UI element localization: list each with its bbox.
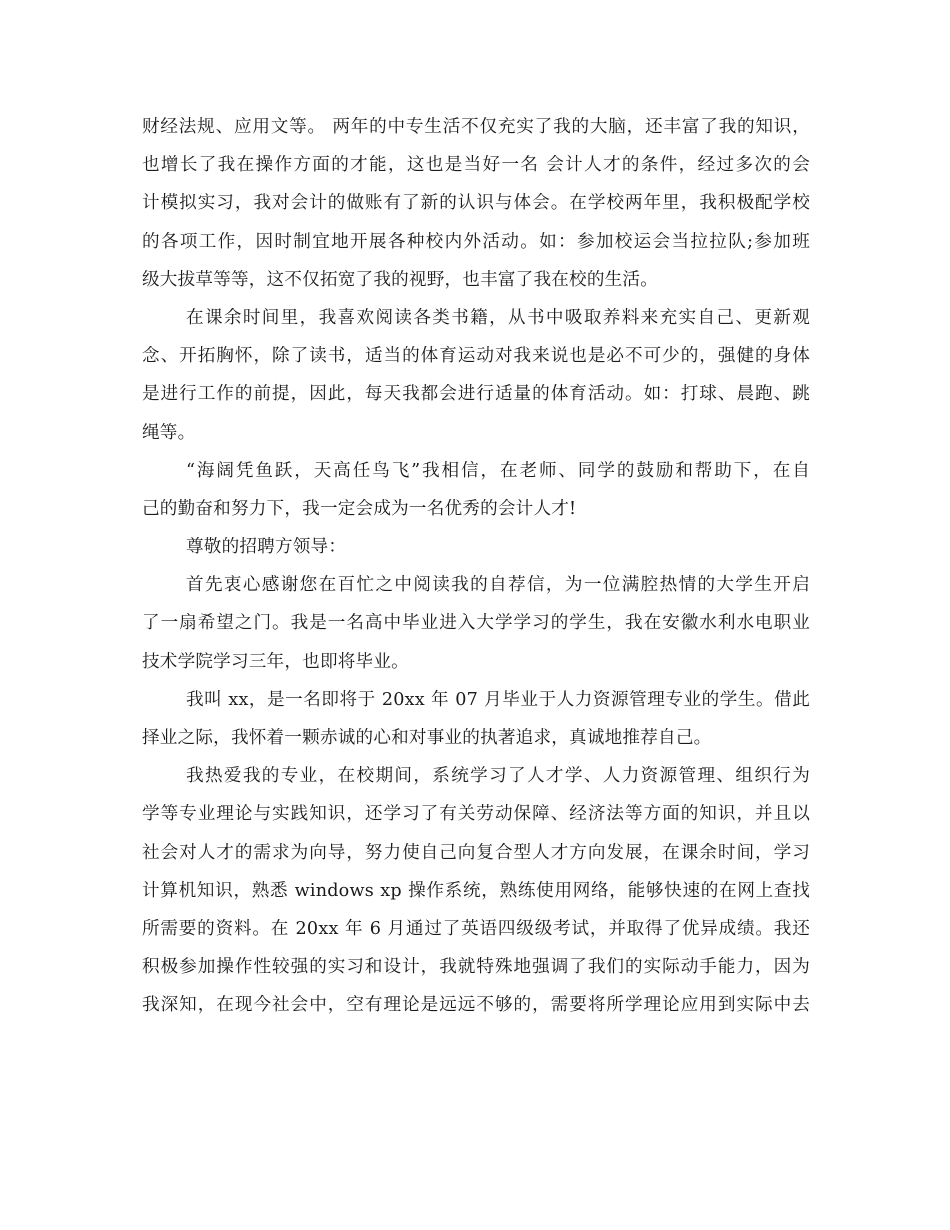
text-line: 我热爱我的专业，在校期间，系统学习了人才学、人力资源管理、组织行为 [186, 766, 810, 787]
text-line: 尊敬的招聘方领导： [186, 537, 347, 558]
text-line: 我深知，在现今社会中，空有理论是远远不够的，需要将所学理论应用到实际中去 [142, 995, 810, 1016]
text-line: 我叫 xx，是一名即将于 20xx 年 07 月毕业于人力资源管理专业的学生。借此 [186, 689, 810, 710]
text-line: 的各项工作，因时制宜地开展各种校内外活动。如：参加校运会当拉拉队;参加班 [142, 231, 810, 252]
text-line: 己的勤奋和努力下，我一定会成为一名优秀的会计人才! [142, 498, 577, 519]
text-line: 级大拔草等等，这不仅拓宽了我的视野，也丰富了我在校的生活。 [142, 269, 659, 290]
text-line: 积极参加操作性较强的实习和设计，我就特殊地强调了我们的实际动手能力，因为 [142, 957, 810, 978]
text-line: 财经法规、应用文等。 两年的中专生活不仅充实了我的大脑，还丰富了我的知识， [142, 117, 810, 137]
text-line: 所需要的资料。在 20xx 年 6 月通过了英语四级级考试，并取得了优异成绩。我还 [142, 918, 810, 939]
text-line: 社会对人才的需求为向导，努力使自己向复合型人才方向发展，在课余时间，学习 [142, 842, 810, 863]
text-line: 在课余时间里，我喜欢阅读各类书籍，从书中吸取养料来充实自己、更新观 [186, 307, 810, 328]
text-line: 也增长了我在操作方面的才能，这也是当好一名 会计人才的条件，经过多次的会 [142, 155, 810, 176]
text-line: 首先衷心感谢您在百忙之中阅读我的自荐信，为一位满腔热情的大学生开启 [186, 575, 810, 596]
document-body [142, 108, 810, 1025]
text-line: 择业之际，我怀着一颗赤诚的心和对事业的执著追求，真诚地推荐自己。 [142, 728, 712, 748]
text-line: 技术学院学习三年，也即将毕业。 [142, 651, 409, 672]
text-line: 绳等。 [142, 422, 196, 443]
text-line: 是进行工作的前提，因此，每天我都会进行适量的体育活动。如：打球、晨跑、跳 [142, 384, 810, 405]
text-line: 计模拟实习，我对会计的做账有了新的认识与体会。在学校两年里，我积极配学校 [142, 193, 810, 214]
text-line: 学等专业理论与实践知识，还学习了有关劳动保障、经济法等方面的知识，并且以 [142, 804, 810, 825]
text-line: 计算机知识，熟悉 windows xp 操作系统，熟练使用网络，能够快速的在网上查找 [142, 880, 810, 901]
text-line: 念、开拓胸怀，除了读书，适当的体育运动对我来说也是必不可少的，强健的身体 [142, 346, 810, 367]
text-line: “海阔凭鱼跃，天高任鸟飞”我相信，在老师、同学的鼓励和帮助下，在自 [186, 460, 810, 481]
text-line: 了一扇希望之门。我是一名高中毕业进入大学学习的学生，我在安徽水利水电职业 [142, 613, 810, 634]
